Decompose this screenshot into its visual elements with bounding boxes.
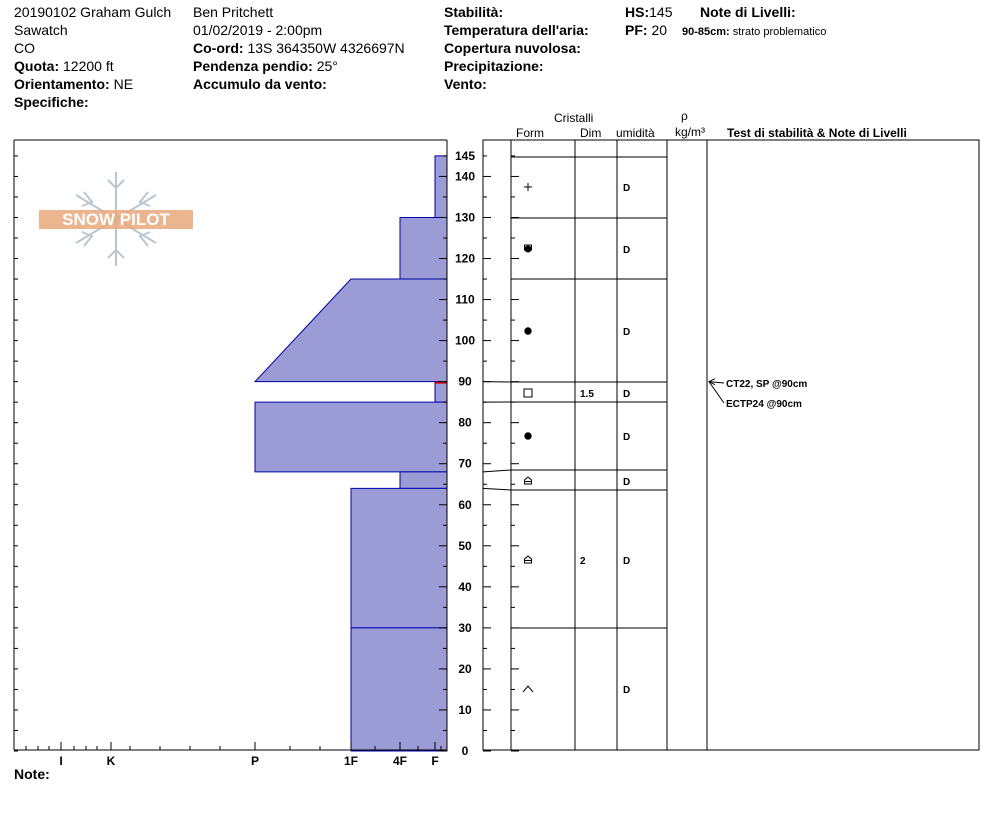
rounded-grain-icon [525, 433, 531, 439]
hs-label: HS: [625, 4, 650, 20]
hardness-layer-6 [351, 488, 447, 628]
moisture-value: D [623, 432, 631, 443]
depth-label: 145 [454, 148, 476, 163]
precipitation-label: Precipitazione: [444, 58, 544, 74]
hardness-layer-4 [255, 402, 447, 472]
range-name: Sawatch [14, 22, 68, 38]
layer-notes-title: Note di Livelli: [700, 4, 796, 20]
depth-label: 0 [461, 744, 469, 758]
depth-label: 130 [454, 210, 476, 225]
wind-label: Vento: [444, 76, 487, 92]
aspect-label: Orientamento: [14, 76, 110, 92]
grain-form-icon-3 [524, 389, 532, 397]
density-symbol: ρ [681, 109, 688, 123]
hardness-layer-7 [351, 628, 447, 751]
grain-form-icon-5 [525, 477, 532, 484]
hardness-layer-5 [400, 472, 447, 488]
faceted-grain-icon [524, 389, 532, 397]
hardness-label-F: F [431, 754, 439, 768]
specifics-label: Specifiche: [14, 94, 89, 110]
layer-note-depth: 90-85cm: [682, 26, 730, 38]
moisture-value: D [623, 183, 631, 194]
hardness-label-4F: 4F [392, 754, 408, 768]
depth-label: 60 [458, 497, 472, 512]
moisture-value: D [623, 327, 631, 338]
coordinates-label: Co-ord: [193, 40, 244, 56]
coordinates-value: 13S 364350W 4326697N [247, 40, 405, 56]
wind-loading-label: Accumulo da vento: [193, 76, 327, 92]
depth-label: 50 [458, 538, 472, 553]
moisture-value: D [623, 245, 631, 256]
grain-form-icon-2 [525, 328, 531, 334]
slope-label: Pendenza pendio: [193, 58, 313, 74]
hardness-label-I: I [59, 754, 63, 768]
depth-label: 30 [458, 620, 472, 635]
moisture-header: umidità [616, 126, 655, 140]
tests-header: Test di stabilità & Note di Livelli [727, 126, 907, 140]
depth-label: 140 [454, 169, 476, 184]
observation-datetime: 01/02/2019 - 2:00pm [193, 22, 323, 38]
pf-label: PF: [625, 22, 648, 38]
moisture-value: D [623, 556, 631, 567]
pf-value: 20 [651, 22, 668, 38]
size-header: Dim [580, 126, 602, 140]
grain-form-icon-7 [523, 686, 533, 692]
grain-form-icon-0 [524, 183, 532, 191]
hardness-layers [255, 156, 447, 751]
hardness-layer-1 [400, 217, 447, 279]
stability-label: Stabilità: [444, 4, 504, 20]
test-leader-line [709, 382, 724, 403]
rounded-grain-icon [525, 328, 531, 334]
rounded-part-icon [525, 246, 531, 252]
hardness-layer-3 [435, 382, 447, 403]
moisture-value: D [623, 477, 631, 488]
density-unit: kg/m³ [675, 125, 705, 139]
table-frame [483, 140, 979, 750]
grain-form-icon-6 [525, 556, 532, 563]
hardness-label-K: K [106, 754, 116, 768]
cloud-cover-label: Copertura nuvolosa: [444, 40, 581, 56]
elevation-value: 12200 ft [63, 58, 114, 74]
hardness-layer-0 [435, 156, 447, 218]
depth-hoar-icon [523, 686, 533, 692]
depth-hoar-icon [525, 556, 532, 563]
depth-hoar-icon [525, 477, 532, 484]
depth-label: 90 [458, 374, 472, 389]
observer-name: Ben Pritchett [193, 4, 274, 20]
row-connector [483, 488, 511, 490]
hardness-label-P: P [250, 754, 260, 768]
crystals-header: Cristalli [554, 111, 594, 125]
grain-size: 2 [580, 556, 586, 567]
state-name: CO [14, 40, 35, 56]
depth-label: 70 [458, 456, 472, 471]
form-header: Form [516, 126, 544, 140]
depth-label: 10 [458, 702, 472, 717]
depth-label: 40 [458, 579, 472, 594]
grain-form-icon-4 [525, 433, 531, 439]
logo-text: SNOW PILOT [62, 210, 170, 229]
aspect-value: NE [113, 76, 134, 92]
depth-label: 80 [458, 415, 472, 430]
depth-label: 20 [458, 661, 472, 676]
moisture-value: D [623, 389, 631, 400]
layer-note-text: strato problematico [732, 26, 827, 38]
depth-label: 120 [454, 251, 476, 266]
depth-label: 110 [455, 292, 475, 307]
air-temp-label: Temperatura dell'aria: [444, 22, 589, 38]
site-title: 20190102 Graham Gulch [14, 4, 172, 20]
stability-test: ECTP24 @90cm [726, 399, 802, 410]
slope-value: 25° [316, 58, 338, 74]
row-connector [483, 470, 511, 472]
grain-form-icon-1 [525, 245, 532, 252]
hs-value: 145 [649, 4, 673, 20]
hardness-label-1F: 1F [343, 754, 359, 768]
stability-test: CT22, SP @90cm [726, 379, 808, 390]
hardness-layer-2 [255, 279, 447, 382]
depth-label: 100 [454, 333, 476, 348]
moisture-value: D [623, 685, 631, 696]
notes-label: Note: [14, 766, 50, 782]
elevation-label: Quota: [14, 58, 60, 74]
layer-table [483, 140, 979, 750]
grain-size: 1.5 [580, 389, 594, 400]
